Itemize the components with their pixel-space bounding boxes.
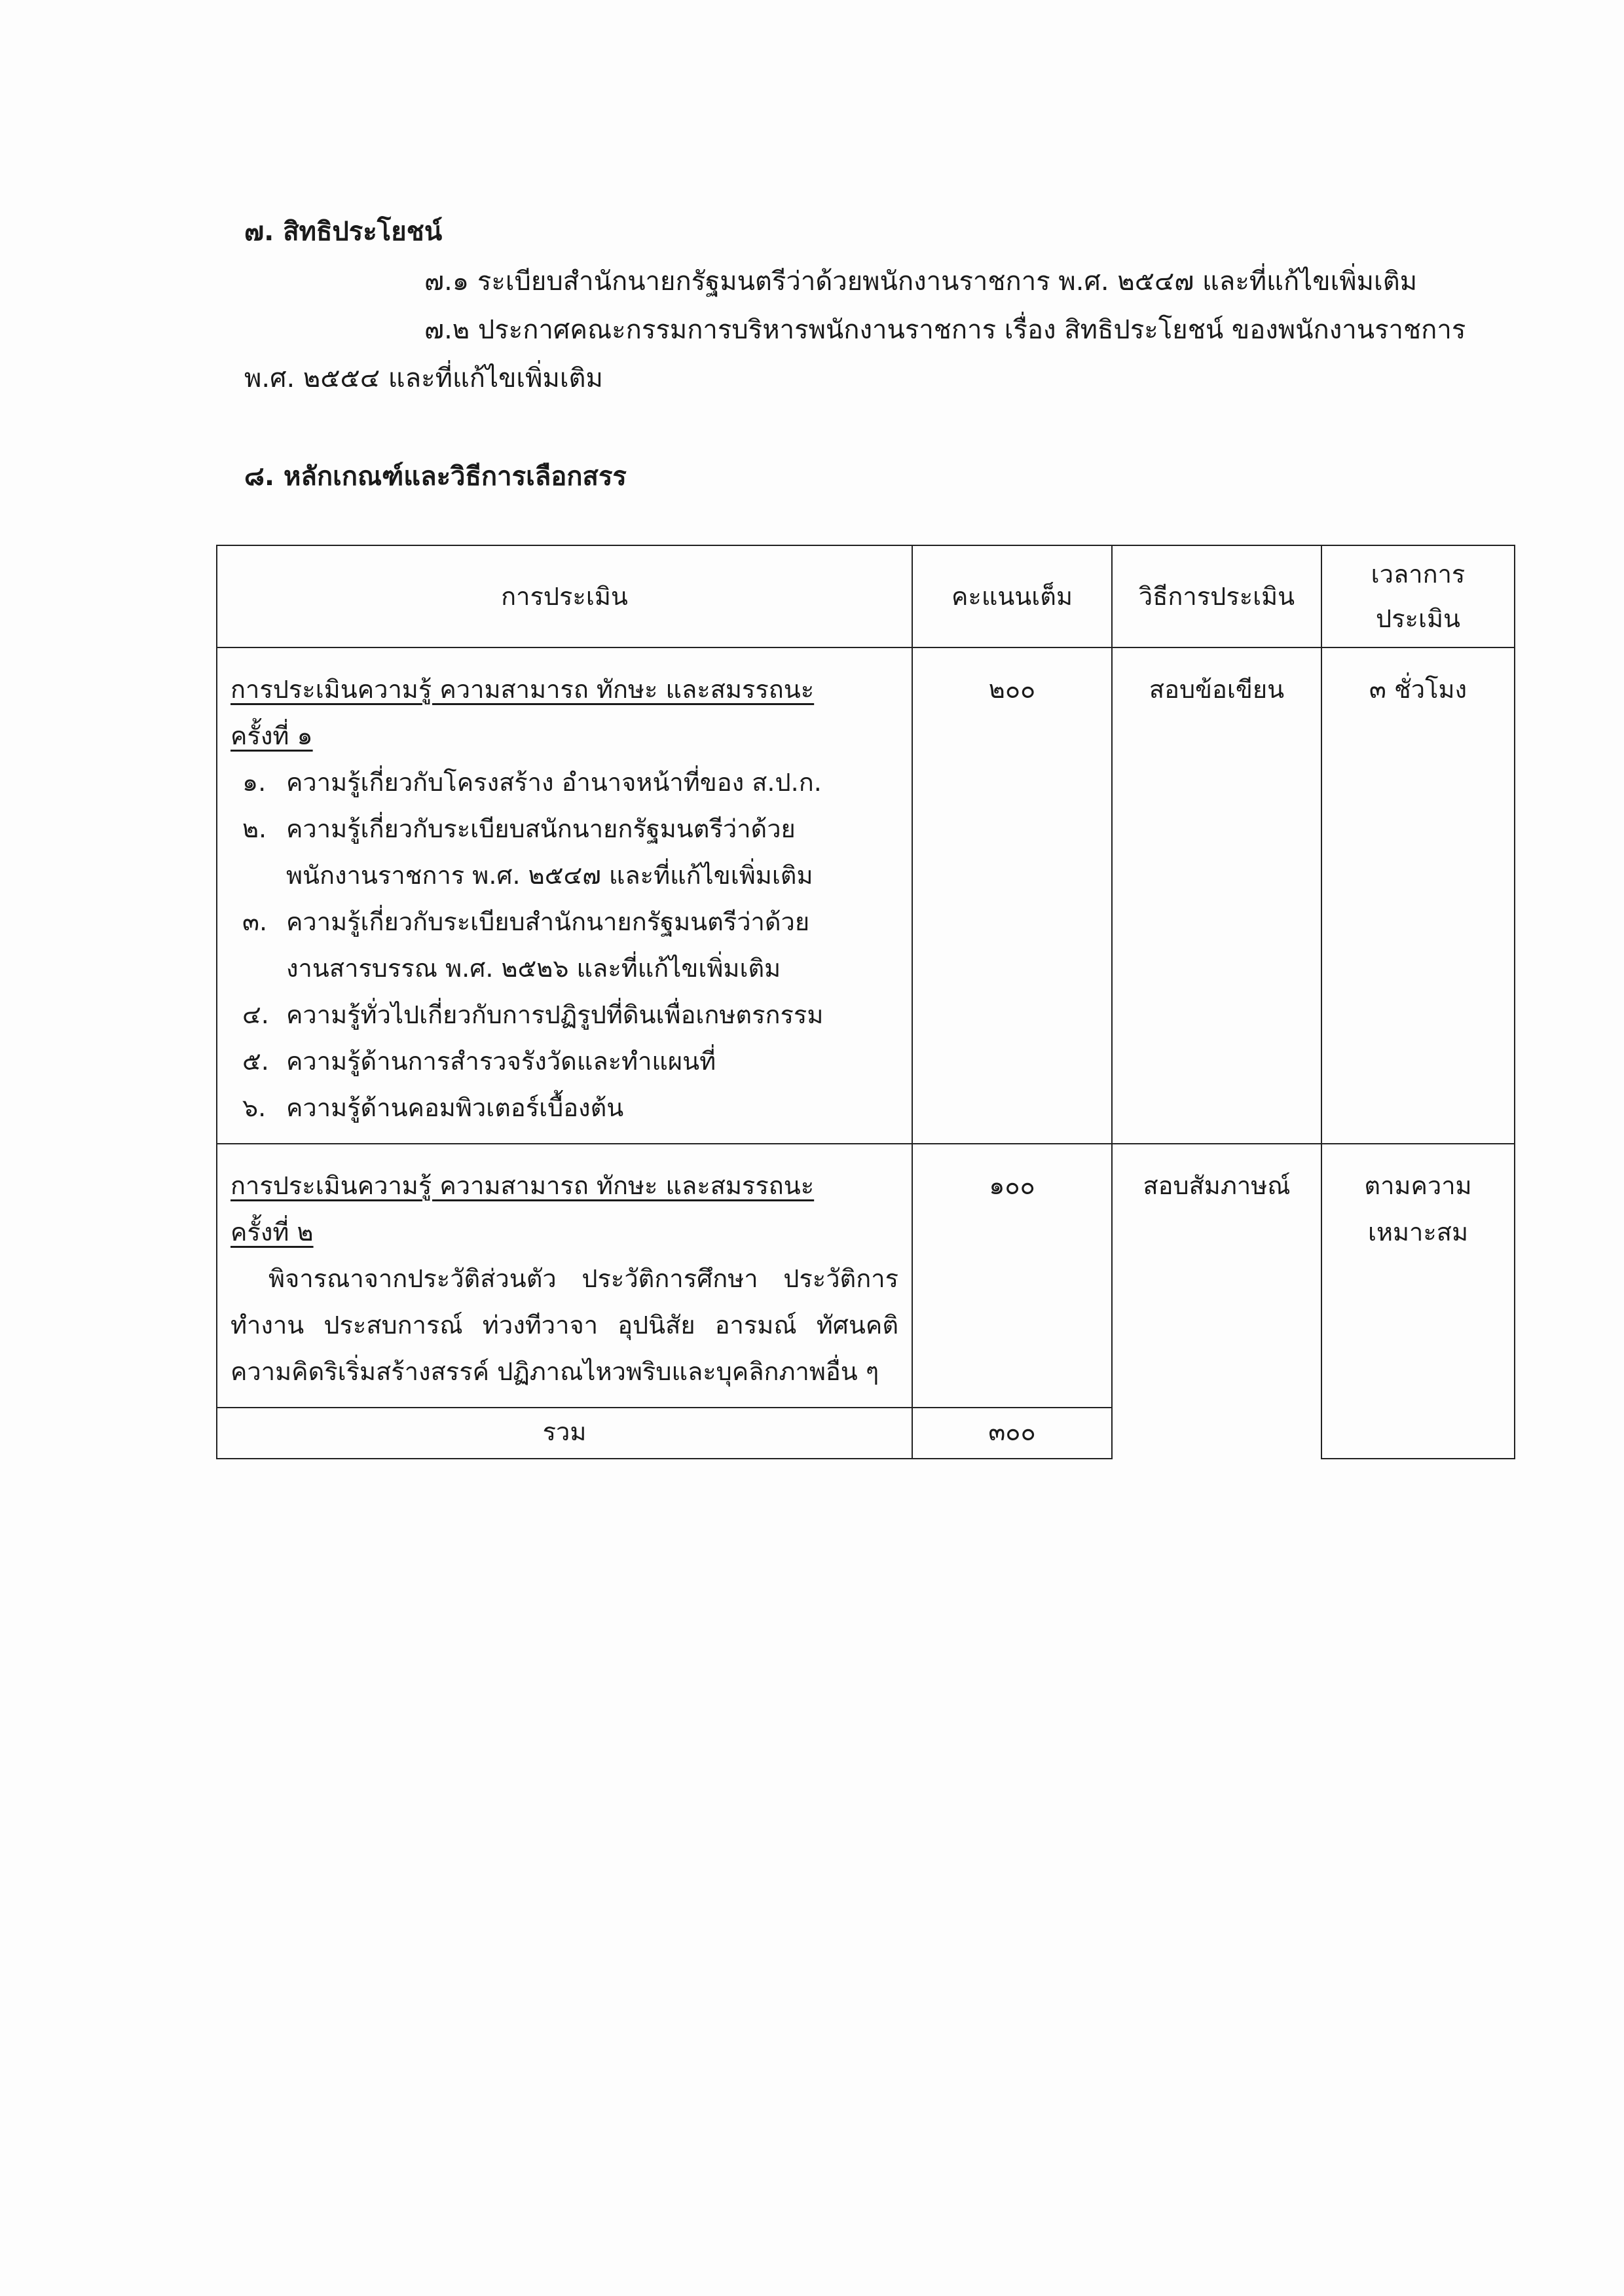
round2-assessment-cell [217,1144,912,1408]
round2-time [1321,1144,1515,1459]
item-text [286,806,898,899]
item-number: ๓. [242,907,268,936]
selection-criteria-table [216,545,1515,1459]
list-item [231,1038,898,1085]
item-text-line1: ความรู้เกี่ยวกับระเบียบสนักนายกรัฐมนตรีว่าด้วย [286,814,796,843]
header-time-line1: เวลาการ [1371,560,1466,589]
round2-score: ๑๐๐ [912,1144,1112,1408]
section7-item2-line1: ๗.๒ ประกาศคณะกรรมการบริหารพนักงานราชการ เรื่อง สิทธิประโยชน์ ของพนักงานราชการ [424,315,1466,345]
item-number: ๑. [242,768,267,797]
item-number: ๕. [242,1047,269,1076]
round2-time-line1: ตามความ [1364,1171,1472,1200]
item-number: ๖. [242,1093,267,1122]
item-text: ความรู้ทั่วไปเกี่ยวกับการปฏิรูปที่ดินเพื่อเกษตรกรรม [286,1000,824,1029]
item-number: ๒. [242,814,267,843]
table-row-round2 [217,1144,1515,1408]
round2-description: พิจารณาจากประวัติส่วนตัว ประวัติการศึกษา ประวัติการทำงาน ประสบการณ์ ท่วงทีวาจา อุปนิสัย อารมณ์ ทัศนคติ ความคิดริเริ่มสร้างสรรค์ ปฏิภาณไหวพริบและบุคลิกภาพอื่น ๆ [231,1264,898,1386]
round2-time-line2: เหมาะสม [1367,1218,1469,1247]
header-method: วิธีการประเมิน [1112,545,1321,647]
list-item [231,759,898,806]
round2-title-line2: ครั้งที่ ๒ [231,1218,314,1247]
item-number: ๔. [242,1000,269,1029]
item-text-line1: ความรู้เกี่ยวกับระเบียบสำนักนายกรัฐมนตรีว่าด้วย [286,907,810,936]
round1-time: ๓ ชั่วโมง [1321,647,1515,1144]
item-text-line2: พนักงานราชการ พ.ศ. ๒๕๔๗ และที่แก้ไขเพิ่มเติม [286,861,813,890]
item-text-line2: งานสารบรรณ พ.ศ. ๒๕๒๖ และที่แก้ไขเพิ่มเติม [286,954,781,983]
round1-title-line1: การประเมินความรู้ ความสามารถ ทักษะ และสมรรถนะ [231,675,815,704]
section7-item2-line2: พ.ศ. ๒๕๕๔ และที่แก้ไขเพิ่มเติม [244,363,603,393]
list-item [231,806,898,899]
list-item [231,899,898,992]
round1-score: ๒๐๐ [912,647,1112,1144]
list-item [231,992,898,1038]
round1-assessment-cell [217,647,912,1144]
table-header-row [217,545,1515,647]
round1-method: สอบข้อเขียน [1112,647,1321,1144]
item-text: ความรู้เกี่ยวกับโครงสร้าง อำนาจหน้าที่ของ ส.ป.ก. [286,768,822,797]
item-text: ความรู้ด้านการสำรวจรังวัดและทำแผนที่ [286,1047,716,1076]
section8-heading: ๘. หลักเกณฑ์และวิธีการเลือกสรร [244,462,627,492]
section7-heading: ๗. สิทธิประโยชน์ [244,217,443,247]
item-text [286,899,898,992]
total-label: รวม [217,1408,912,1459]
round2-title-line1: การประเมินความรู้ ความสามารถ ทักษะ และสมรรถนะ [231,1171,815,1200]
table-row-round1 [217,647,1515,1144]
header-assessment: การประเมิน [217,545,912,647]
list-item [231,1085,898,1131]
item-text: ความรู้ด้านคอมพิวเตอร์เบื้องต้น [286,1093,624,1122]
header-time [1321,545,1515,647]
header-time-line2: ประเมิน [1376,604,1460,633]
round1-title-line2: ครั้งที่ ๑ [231,721,313,750]
total-score: ๓๐๐ [912,1408,1112,1459]
header-full-score: คะแนนเต็ม [912,545,1112,647]
section7-item1: ๗.๑ ระเบียบสำนักนายกรัฐมนตรีว่าด้วยพนักงานราชการ พ.ศ. ๒๕๔๗ และที่แก้ไขเพิ่มเติม [424,266,1418,297]
round2-method: สอบสัมภาษณ์ [1112,1144,1321,1459]
